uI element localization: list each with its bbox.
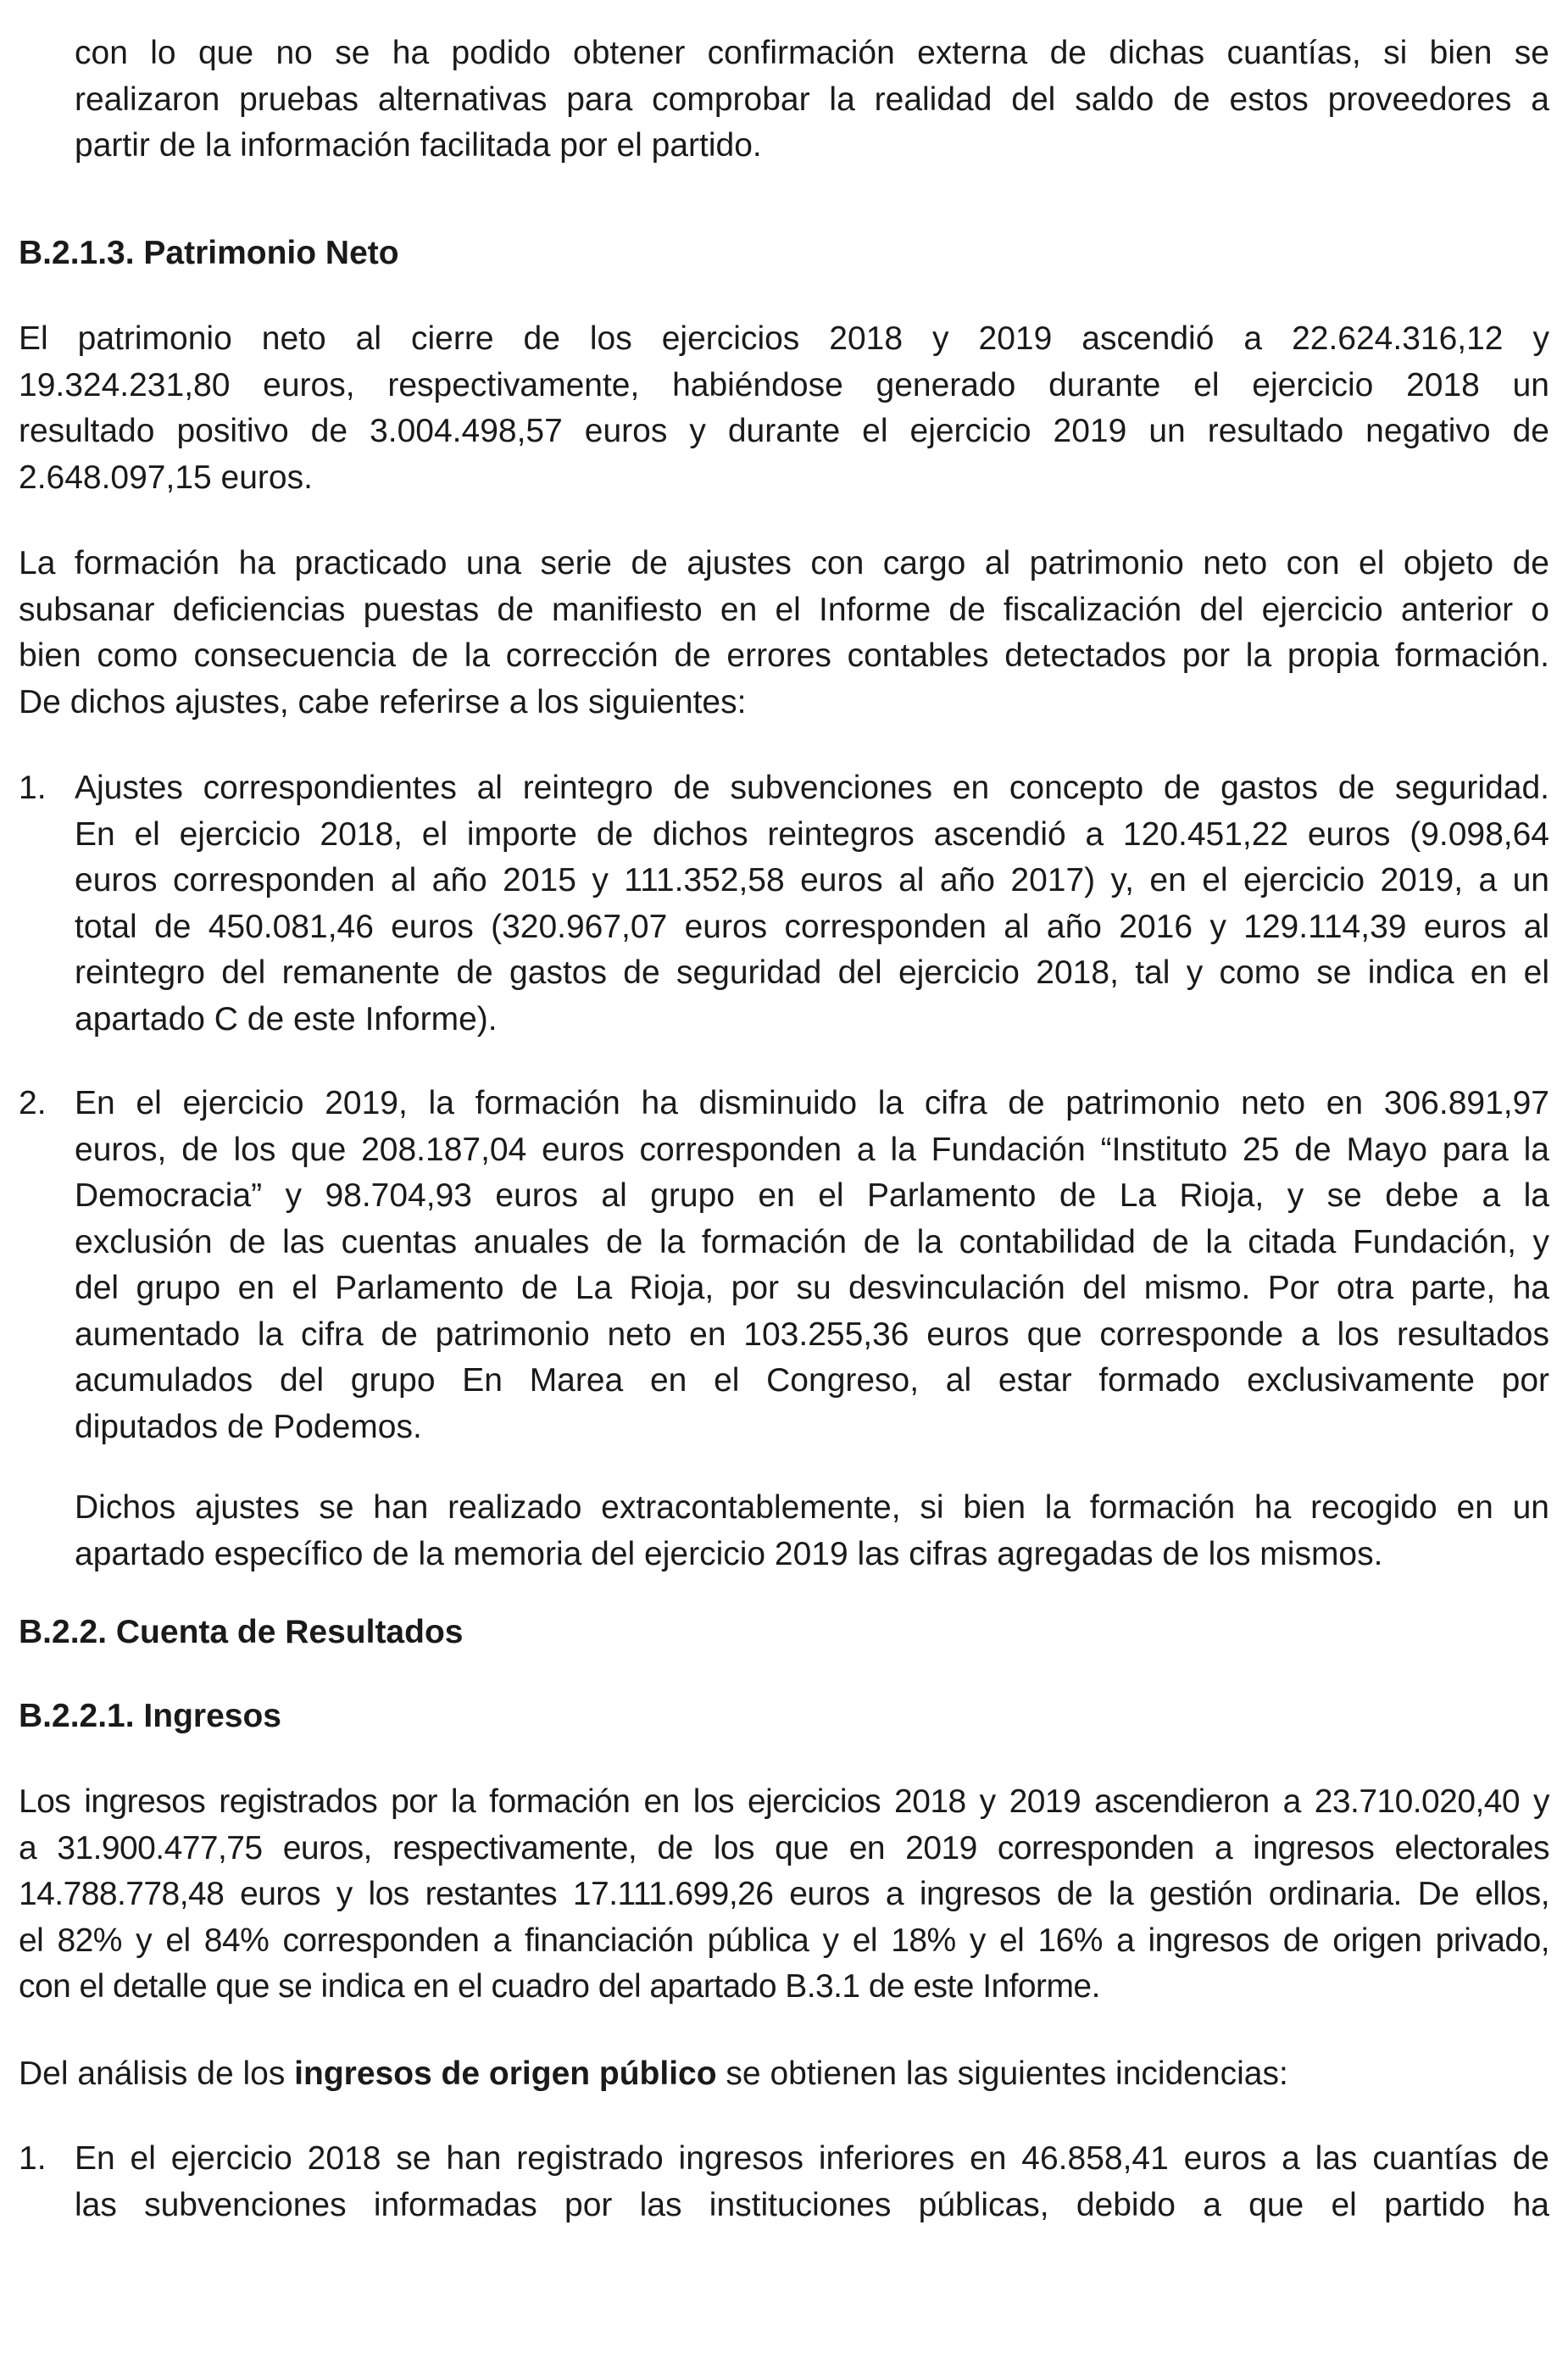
list-item-note (75, 1485, 1549, 1577)
text-line: realizaron pruebas alternativas para comprobar la realidad del saldo de estos proveedores a (75, 81, 1549, 118)
text-line: partir de la información facilitada por el partido. (75, 127, 762, 164)
list-number: 1. (19, 770, 47, 806)
text-line: Los ingresos registrados por la formación en los ejercicios 2018 y 2019 ascendieron a 23.710.020,40 y (19, 1783, 1549, 1820)
text-line: euros corresponden al año 2015 y 111.352,58 euros al año 2017) y, en el ejercicio 2019, a un (75, 862, 1549, 898)
text-line: De dichos ajustes, cabe referirse a los siguientes: (19, 683, 747, 720)
list-number: 2. (19, 1085, 47, 1121)
section-heading-ingresos: B.2.2.1. Ingresos (19, 1698, 281, 1734)
text-line: del grupo en el Parlamento de La Rioja, por su desvinculación del mismo. Por otra parte, ha (75, 1270, 1549, 1306)
text-line: con el detalle que se indica en el cuadro del apartado B.3.1 de este Informe. (19, 1968, 1100, 2005)
list-item-text (75, 1081, 1549, 1450)
text-line: 14.788.778,48 euros y los restantes 17.111.699,26 euros a ingresos de la gestión ordinaria. De ellos, (19, 1876, 1549, 1912)
ingresos-paragraph (19, 1779, 1549, 2011)
analisis-suffix: se obtienen las siguientes incidencias: (716, 2055, 1288, 2092)
text-line: total de 450.081,46 euros (320.967,07 euros corresponden al año 2016 y 129.114,39 euros al (75, 908, 1549, 945)
list-number: 1. (19, 2140, 47, 2177)
intro-paragraph (75, 31, 1549, 170)
text-line: apartado C de este Informe). (75, 1000, 498, 1037)
text-line: La formación ha practicado una serie de ajustes con cargo al patrimonio neto con el objeto de (19, 545, 1549, 581)
text-line: En el ejercicio 2018 se han registrado ingresos inferiores en 46.858,41 euros a las cuantías de (75, 2140, 1549, 2177)
list-item-text (75, 765, 1549, 1043)
text-line: En el ejercicio 2019, la formación ha disminuido la cifra de patrimonio neto en 306.891,97 (75, 1085, 1549, 1121)
text-line: 19.324.231,80 euros, respectivamente, habiéndose generado durante el ejercicio 2018 un (19, 366, 1549, 403)
text-line: Dichos ajustes se han realizado extracontablemente, si bien la formación ha recogido en un (75, 1489, 1549, 1526)
text-line: Ajustes correspondientes al reintegro de subvenciones en concepto de gastos de seguridad. (75, 770, 1549, 806)
analisis-prefix: Del análisis de los (19, 2055, 295, 2092)
section-heading-patrimonio-neto: B.2.1.3. Patrimonio Neto (19, 235, 399, 271)
text-line: subsanar deficiencias puestas de manifiesto en el Informe de fiscalización del ejercicio anterior o (19, 591, 1549, 628)
text-line: En el ejercicio 2018, el importe de dichos reintegros ascendió a 120.451,22 euros (9.098,64 (75, 815, 1549, 853)
patrimonio-paragraph-1 (19, 316, 1549, 501)
patrimonio-paragraph-2 (19, 541, 1549, 726)
text-line: diputados de Podemos. (75, 1408, 422, 1445)
text-line: a 31.900.477,75 euros, respectivamente, de los que en 2019 corresponden a ingresos electorales (19, 1829, 1549, 1866)
text-line: El patrimonio neto al cierre de los ejercicios 2018 y 2019 ascendió a 22.624.316,12 y (19, 320, 1549, 357)
text-line: el 82% y el 84% corresponden a financiación pública y el 18% y el 16% a ingresos de origen privado, (19, 1922, 1549, 1959)
text-line: 2.648.097,15 euros. (19, 459, 313, 496)
text-line: aumentado la cifra de patrimonio neto en 103.255,36 euros que corresponde a los resultados (75, 1316, 1549, 1353)
text-line: exclusión de las cuentas anuales de la formación de la contabilidad de la citada Fundación, y (75, 1223, 1549, 1260)
text-line: resultado positivo de 3.004.498,57 euros y durante el ejercicio 2019 un resultado negativo de (19, 413, 1549, 449)
text-line: Democracia” y 98.704,93 euros al grupo en el Parlamento de La Rioja, y se debe a la (75, 1177, 1549, 1214)
text-line: bien como consecuencia de la corrección de errores contables detectados por la propia formación. (19, 637, 1549, 674)
analisis-bold-term: ingresos de origen público (294, 2055, 717, 2092)
text-line: con lo que no se ha podido obtener confirmación externa de dichas cuantías, si bien se (75, 35, 1549, 71)
analisis-paragraph (19, 2051, 1549, 2098)
text-line: reintegro del remanente de gastos de seguridad del ejercicio 2018, tal y como se indica en el (75, 954, 1549, 991)
list-item-text (75, 2136, 1549, 2228)
section-heading-cuenta-resultados: B.2.2. Cuenta de Resultados (19, 1614, 464, 1650)
text-line: euros, de los que 208.187,04 euros corresponden a la Fundación “Instituto 25 de Mayo para la (75, 1131, 1549, 1168)
text-line: acumulados del grupo En Marea en el Congreso, al estar formado exclusivamente por (75, 1362, 1549, 1399)
text-line: las subvenciones informadas por las instituciones públicas, debido a que el partido ha (75, 2186, 1549, 2223)
text-line: apartado específico de la memoria del ejercicio 2019 las cifras agregadas de los mismos. (75, 1535, 1383, 1572)
